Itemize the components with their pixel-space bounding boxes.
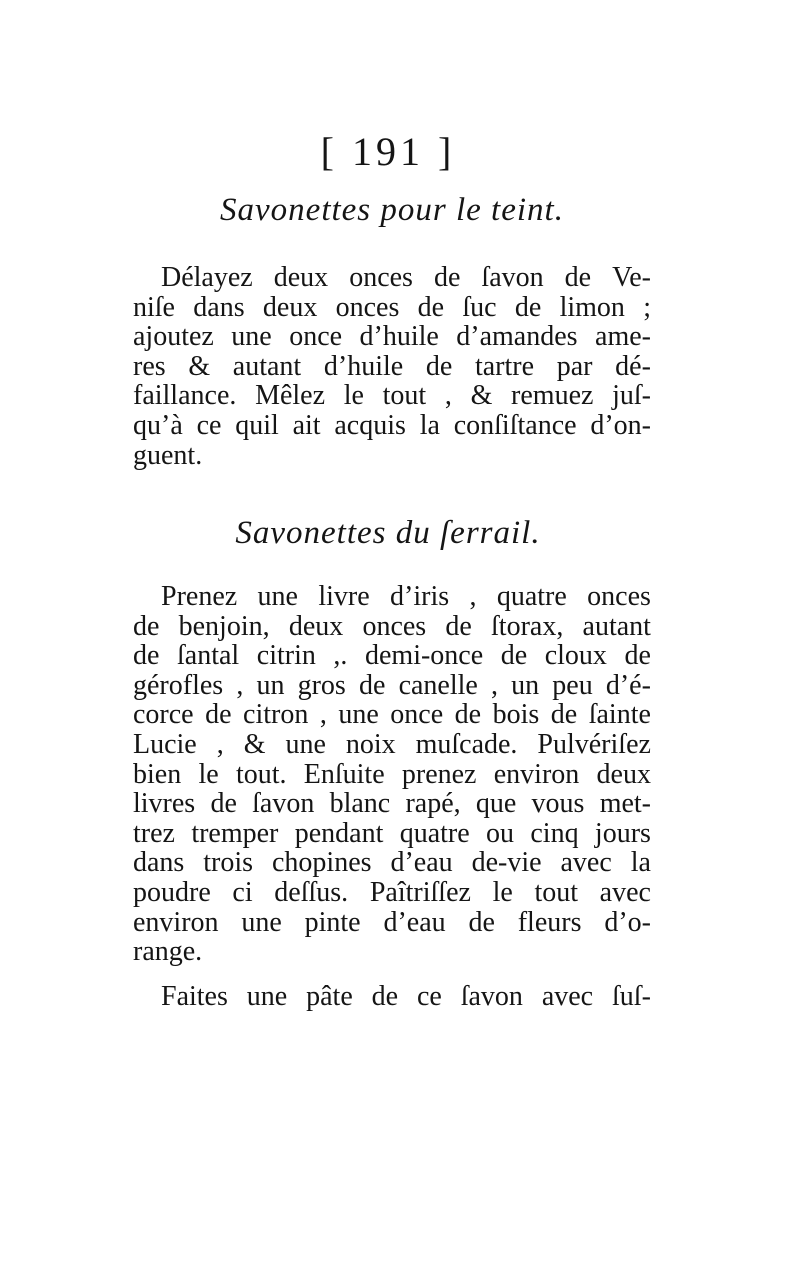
word: fleurs — [517, 906, 582, 938]
word: acquis — [334, 409, 406, 441]
text-line — [133, 352, 651, 382]
word: de — [454, 699, 482, 731]
text-line — [133, 582, 651, 612]
word: conſiſtance — [453, 409, 577, 441]
text-line — [133, 700, 651, 730]
word: onces — [587, 581, 651, 612]
word: ; — [643, 291, 651, 323]
word: dé- — [615, 350, 651, 382]
word: cloux — [544, 640, 607, 672]
paragraph-teint — [133, 263, 651, 470]
word: citron — [243, 699, 309, 731]
word: ci — [232, 876, 253, 908]
word: de — [133, 640, 160, 672]
word: ait — [292, 409, 321, 441]
word: , — [236, 669, 244, 701]
word: une — [338, 699, 379, 731]
word: d’huile — [359, 321, 439, 353]
word: tartre — [474, 350, 535, 382]
word: dans — [193, 291, 245, 323]
word: la — [630, 847, 651, 879]
word: tout. — [235, 758, 287, 790]
word: bois — [492, 699, 540, 731]
word: , — [216, 728, 224, 760]
word: remuez — [511, 380, 594, 412]
word: deux — [273, 262, 329, 293]
word: ajoutez — [133, 321, 214, 353]
text-line — [133, 982, 651, 1012]
text-line — [133, 263, 651, 293]
word: jours — [594, 817, 651, 849]
word: ce — [416, 981, 442, 1012]
word: d’huile — [323, 350, 404, 382]
word: ſavon — [252, 788, 315, 820]
word: trez — [133, 817, 175, 849]
text-line — [133, 878, 651, 908]
word: quatre — [399, 817, 470, 849]
word: ſtorax, — [491, 610, 564, 642]
text-line — [133, 760, 651, 790]
word: prenez — [401, 758, 477, 790]
text-line — [133, 848, 651, 878]
word: de — [210, 788, 237, 820]
word: de — [468, 906, 495, 938]
text-line — [133, 730, 651, 760]
text-line — [133, 671, 651, 701]
word: pendant — [294, 817, 384, 849]
word: poudre — [133, 876, 211, 908]
text-line — [133, 322, 651, 352]
word: de — [550, 699, 578, 731]
word: de — [371, 981, 399, 1012]
word: bien — [133, 758, 182, 790]
word: dans — [133, 847, 185, 879]
word: livres — [133, 788, 196, 820]
word: une — [241, 906, 282, 938]
word: deſſus. — [274, 876, 349, 908]
word: Mêlez — [255, 380, 326, 412]
text-line — [133, 819, 651, 849]
word: niſe — [133, 291, 175, 323]
word: quatre — [496, 581, 567, 612]
word: ſavon — [460, 981, 523, 1012]
text-line — [133, 293, 651, 323]
word: ,. — [333, 640, 348, 672]
text-line — [133, 908, 651, 938]
text-line — [133, 612, 651, 642]
word: livre — [318, 581, 370, 612]
word: tout — [534, 876, 579, 908]
word: ſainte — [588, 699, 651, 731]
word: autant — [232, 350, 302, 382]
word: tout — [382, 380, 427, 412]
word: onces — [335, 291, 400, 323]
word: Prenez — [161, 581, 238, 612]
word: guent. — [133, 439, 203, 471]
word: once — [289, 321, 343, 353]
word: ſuc — [462, 291, 497, 323]
word: rapé, — [405, 788, 461, 820]
paragraph-serrail — [133, 582, 651, 967]
word: une — [285, 728, 326, 760]
word: trois — [203, 847, 254, 879]
word: , — [444, 380, 452, 412]
word: deux — [262, 291, 318, 323]
word: le — [198, 758, 219, 790]
word: Faites — [161, 981, 228, 1012]
word: un — [256, 669, 285, 701]
word: & — [470, 380, 493, 412]
word: Ve- — [612, 262, 651, 293]
word: tremper — [191, 817, 279, 849]
page-number: [ 191 ] — [320, 129, 456, 174]
word: gros — [297, 669, 346, 701]
word: ame- — [595, 321, 651, 353]
text-line — [133, 641, 651, 671]
word: cinq — [530, 817, 579, 849]
word: peu — [552, 669, 593, 701]
text-line — [133, 381, 651, 411]
word: ſantal — [177, 640, 240, 672]
word: Pulvériſez — [537, 728, 651, 760]
text-line — [133, 789, 651, 819]
word: juſ- — [612, 380, 651, 412]
word: le — [343, 380, 364, 412]
text-line — [133, 937, 651, 967]
word: deux — [596, 758, 651, 790]
word: de — [425, 350, 453, 382]
word: de — [445, 610, 472, 642]
word: quil — [235, 409, 279, 441]
word: autant — [582, 610, 651, 642]
word: Délayez — [161, 262, 253, 293]
word: Paîtriſſez — [369, 876, 471, 908]
word: noix — [345, 728, 396, 760]
word: d’eau — [383, 906, 446, 938]
word: canelle — [398, 669, 478, 701]
word: une — [231, 321, 272, 353]
word: ce — [196, 409, 222, 441]
word: deux — [288, 610, 344, 642]
word: res — [133, 350, 166, 382]
word: de-vie — [471, 847, 542, 879]
word: , — [469, 581, 477, 612]
word: & — [243, 728, 266, 760]
word: de — [433, 262, 461, 293]
word: la — [419, 409, 440, 441]
word: pâte — [306, 981, 353, 1012]
word: faillance. — [133, 380, 237, 412]
word: d’o- — [604, 906, 651, 938]
section-title-teint: Savonettes pour le teint. — [220, 192, 564, 228]
word: blanc — [329, 788, 391, 820]
word: d’iris — [390, 581, 450, 612]
word: Enſuite — [303, 758, 385, 790]
word: vous — [531, 788, 585, 820]
word: de — [514, 291, 542, 323]
section-title-serrail: Savonettes du ſerrail. — [235, 515, 541, 551]
word: avec — [560, 847, 612, 879]
word: avec — [541, 981, 594, 1012]
word: Lucie — [133, 728, 197, 760]
word: range. — [133, 936, 203, 968]
word: de — [133, 610, 160, 642]
word: pinte — [304, 906, 361, 938]
word: une — [246, 981, 288, 1012]
word: d’eau — [390, 847, 453, 879]
word: environ — [133, 906, 219, 938]
word: chopines — [271, 847, 372, 879]
word: gérofles — [133, 669, 224, 701]
word: , — [490, 669, 498, 701]
word: de — [624, 640, 651, 672]
word: de — [564, 262, 592, 293]
word: benjoin, — [178, 610, 270, 642]
word: le — [492, 876, 513, 908]
word: citrin — [256, 640, 316, 672]
word: , — [319, 699, 327, 731]
word: de — [417, 291, 445, 323]
word: environ — [493, 758, 580, 790]
word: ſavon — [481, 262, 544, 293]
paragraph-continuation — [133, 982, 651, 1012]
word: par — [556, 350, 593, 382]
word: que — [475, 788, 517, 820]
word: de — [500, 640, 528, 672]
word: once — [390, 699, 444, 731]
word: met- — [599, 788, 651, 820]
word: qu’à — [133, 409, 183, 441]
word: onces — [349, 262, 413, 293]
word: muſcade. — [415, 728, 518, 760]
word: ſuſ- — [612, 981, 651, 1012]
word: d’on- — [590, 409, 651, 441]
word: demi-once — [364, 640, 484, 672]
word: onces — [362, 610, 427, 642]
word: ou — [486, 817, 515, 849]
word: de — [358, 669, 386, 701]
word: d’é- — [605, 669, 651, 701]
word: corce — [133, 699, 194, 731]
text-line — [133, 411, 651, 441]
word: d’amandes — [456, 321, 578, 353]
word: un — [511, 669, 540, 701]
word: avec — [599, 876, 651, 908]
word: limon — [559, 291, 625, 323]
word: une — [257, 581, 298, 612]
word: de — [205, 699, 232, 731]
text-line — [133, 441, 651, 471]
word: & — [188, 350, 211, 382]
